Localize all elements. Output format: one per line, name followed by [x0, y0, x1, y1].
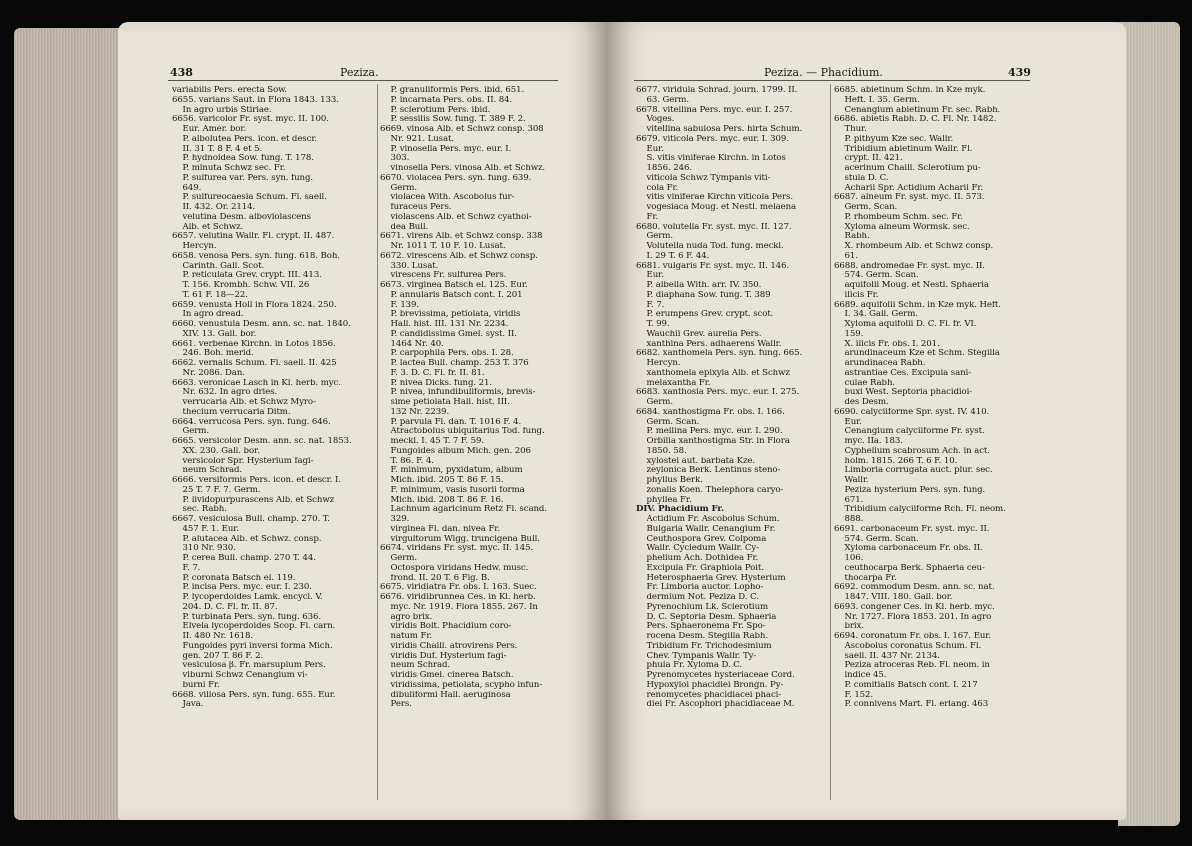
text-line: Heterosphaeria Grev. Hysterium — [636, 573, 786, 583]
text-line: X. rhombeum Alb. et Schwz consp. — [834, 242, 994, 251]
text-line: P. nivea, infundibuliformis, brevis- — [380, 388, 536, 398]
text-line: T. 156. Krombh. Schw. VII. 26 — [172, 281, 310, 290]
text-line: II. 432. Or. 2114. — [172, 203, 256, 212]
text-line: 6671. virens Alb. et Schwz consp. 338 — [380, 232, 543, 242]
text-line: 6681. vulgaris Fr. syst. myc. II. 146. — [636, 261, 790, 271]
text-line: 303. — [380, 154, 410, 164]
text-line: I. 34. Gall. Germ. — [834, 310, 918, 320]
text-line: 888. — [834, 515, 864, 524]
text-line: meckl. I. 45 T. 7 F. 59. — [380, 437, 485, 446]
text-line: agro brix. — [380, 612, 433, 622]
text-line: buxi West. Septoria phacidioi- — [834, 388, 973, 398]
text-line: vogesiaca Moug. et Nestl. melaena — [636, 203, 797, 212]
text-line: Ascobolus coronatus Schum. Fl. — [834, 641, 982, 651]
text-line: aquifolii Moug. et Nestl. Sphaeria — [834, 281, 989, 290]
text-line: 6678. vitellina Pers. myc. eur. I. 257. — [636, 105, 793, 115]
text-line: ilicis Fr. — [834, 290, 879, 300]
text-line: 6666. versiformis Pers. icon. et descr. I. — [172, 476, 341, 485]
text-line: vesiculosa β. Fr. marsupium Pers. — [172, 661, 326, 671]
text-line: 6658. venosa Pers. syn. fung. 618. Boh. — [172, 251, 340, 261]
text-line: neum Schrad. — [380, 661, 451, 671]
text-line: holm. 1815. 266 T. 6 F. 10. — [834, 456, 958, 466]
text-line: S. vitis viniferae Kirchn. in Lotos — [636, 154, 786, 164]
text-line: arundinaceum Kze et Schm. Stegilla — [834, 349, 1000, 359]
text-line: 1850. 58. — [636, 446, 687, 456]
text-line: F. minimum, vasis fusorii forma — [380, 485, 525, 495]
text-line: F. 152. — [834, 690, 874, 700]
text-line: xanthina Pers. adhaerens Wallr. — [636, 339, 782, 349]
text-line: 6674. viridans Fr. syst. myc. II. 145. — [380, 544, 534, 554]
text-line: 6683. xanthosia Pers. myc. eur. I. 275. — [636, 388, 800, 398]
text-line: viticola Schwz Tympanis viti- — [636, 173, 771, 183]
text-line: 6688. andromedae Fr. syst. myc. II. — [834, 261, 985, 271]
text-line: phula Fr. Xyloma D. C. — [636, 661, 743, 671]
text-line: 1856. 246. — [636, 164, 692, 173]
text-line: Orbilia xanthostigma Str. in Flora — [636, 437, 790, 446]
text-line: 6665. versicolor Desm. ann. sc. nat. 1853. — [172, 437, 352, 446]
text-line: brix. — [834, 622, 864, 632]
text-line: XX. 230. Gall. bor. — [172, 446, 260, 456]
text-line: 6668. villosa Pers. syn. fung. 655. Eur. — [172, 690, 336, 700]
text-line: P. parvula Fl. dan. T. 1016 F. 4. — [380, 417, 522, 427]
text-line: 6667. vesiculosa Bull. champ. 270. T. — [172, 515, 330, 524]
text-line: Xyloma carbonaceum Fr. obs. II. — [834, 544, 983, 554]
text-line: burni Fr. — [172, 680, 220, 690]
text-line: thocarpa Fr. — [834, 573, 897, 583]
text-line: Germ. — [172, 427, 209, 437]
text-line: viridis Bolt. Phacidium coro- — [380, 622, 512, 632]
text-line: sec. Rabh. — [172, 505, 227, 515]
text-line: 246. Boh. merid. — [172, 349, 254, 359]
text-line: Nr. 632. In agro dries. — [172, 388, 278, 398]
text-line: Carinth. Gall. Scot. — [172, 261, 265, 271]
text-line: viridissima, petiolata, scypho infun- — [380, 680, 543, 690]
text-line: P. mellina Pers. myc. eur. I. 290. — [636, 427, 783, 437]
text-line: Acharii Spr. Actidium Acharii Fr. — [834, 183, 984, 193]
text-line: indice 45. — [834, 671, 887, 680]
text-line: P. sulfureocaesia Schum. Fl. saell. — [172, 193, 327, 203]
text-line: Elvela lycoperdoides Scop. Fl. carn. — [172, 622, 336, 632]
text-line: P. brevissima, petiolata, viridis — [380, 310, 521, 320]
text-line: Limboria corrugata auct. plur. sec. — [834, 466, 993, 476]
text-line: virgultorum Wigg. truncigena Bull. — [380, 534, 540, 544]
text-line: 6693. congener Ces. in Kl. herb. myc. — [834, 602, 995, 612]
text-line: cola Fr. — [636, 183, 679, 193]
text-line: P. candidissima Gmel. syst. II. — [380, 329, 517, 339]
text-line: P. sulfurea var. Pers. syn. fung. — [172, 173, 314, 183]
text-line: Pyrenomycetes hysteriaceae Cord. — [636, 671, 795, 680]
right-column-1 — [636, 86, 828, 710]
text-line: P. annularis Batsch cont. I. 201 — [380, 290, 523, 300]
text-line: P. incisa Pers. myc. eur. I. 230. — [172, 583, 312, 593]
text-line: xanthomela epixyla Alb. et Schwz — [636, 368, 790, 378]
text-line: P. sclerotium Pers. ibid. — [380, 105, 491, 115]
text-line: Mich. ibid. 208 T. 86 F. 16. — [380, 495, 504, 505]
text-line: 310 Nr. 930. — [172, 544, 236, 554]
text-line: P. diaphana Sow. fung. T. 389 — [636, 290, 771, 300]
text-line: melaxantha Fr. — [636, 378, 711, 388]
text-line: 6691. carbonaceum Fr. syst. myc. II. — [834, 524, 990, 534]
text-line: P. turbinata Pers. syn. fung. 636. — [172, 612, 322, 622]
text-line: F. 139. — [380, 300, 420, 310]
text-line: P. albella With. arr. IV. 350. — [636, 281, 762, 290]
text-line: P. granuliformis Pers. ibid. 651. — [380, 86, 525, 95]
text-line: Lachnum agaricinum Retz Fl. scand. — [380, 505, 547, 515]
text-line: Peziza hysterium Pers. syn. fung. — [834, 485, 986, 495]
text-line: Cenangium calyciiforme Fr. syst. — [834, 427, 985, 437]
text-line: furaceus Pers. — [380, 203, 452, 212]
text-line: 6692. commodum Desm. ann. sc. nat. — [834, 583, 995, 593]
text-line: Eur. — [636, 271, 664, 281]
text-line: 25 T. 7 F. 7. Germ. — [172, 485, 261, 495]
text-line: Eur. — [834, 417, 862, 427]
text-line: dermium Not. Peziza D. C. — [636, 593, 759, 602]
text-line: P. hydnoidea Sow. fung. T. 178. — [172, 154, 314, 164]
text-line: T. 61 F. 18—22. — [172, 290, 248, 300]
text-line: T. 99. — [636, 320, 670, 329]
text-line: Germ. — [380, 554, 417, 563]
text-line: 6661. verbenae Kirchn. in Lotos 1856. — [172, 339, 336, 349]
text-line: Germ. Scan. — [834, 203, 898, 212]
text-line: 6659. venusta Holl in Flora 1824. 250. — [172, 300, 337, 310]
text-line: 6673. virginea Batsch el. 125. Eur. — [380, 281, 528, 290]
left-page — [118, 22, 608, 820]
text-line: Germ. Scan. — [636, 417, 700, 427]
text-line: 574. Germ. Scan. — [834, 534, 919, 544]
text-line: 6684. xanthostigma Fr. obs. I. 166. — [636, 407, 785, 417]
text-line: Pers. Sphaeronema Fr. Spo- — [636, 622, 766, 632]
text-line: violacea With. Ascobolus fur- — [380, 193, 515, 203]
text-line: Germ. — [636, 232, 673, 242]
text-line: Peziza atroceras Reb. Fl. neom. in — [834, 661, 990, 671]
text-line: phyllea Fr. — [636, 495, 692, 505]
text-line: arundinacea Rabh. — [834, 359, 926, 368]
text-line: stula D. C. — [834, 173, 889, 183]
text-line: In agro urbis Stiriae. — [172, 105, 272, 115]
text-line: 6685. abietinum Schm. in Kze myk. — [834, 86, 986, 95]
text-line: X. ilicis Fr. obs. I. 201. — [834, 339, 940, 349]
text-line: Nr. 1011 T. 10 F. 10. Lusat. — [380, 242, 506, 251]
text-line: Fr. — [636, 212, 659, 222]
text-line: Hypoxyloi phacidiei Brongn. Py- — [636, 680, 784, 690]
text-line: Wallr. — [834, 476, 869, 485]
text-line: Pyrenochium Lk. Sclerotium — [636, 602, 769, 612]
text-line: dea Bull. — [380, 222, 429, 232]
text-line: 6669. vinosa Alb. et Schwz consp. 308 — [380, 125, 544, 134]
text-line: phelium Ach. Dothidea Fr. — [636, 554, 759, 563]
text-line: P. alutacea Alb. et Schwz. consp. — [172, 534, 322, 544]
text-line: D. C. Septoria Desm. Sphaeria — [636, 612, 777, 622]
text-line: II. 480 Nr. 1618. — [172, 632, 253, 641]
text-line: 457 F. 1. Eur. — [172, 524, 239, 534]
page-stack-left-edge — [14, 28, 126, 820]
right-page — [606, 22, 1126, 820]
text-line: des Desm. — [834, 398, 889, 407]
text-line: DIV. Phacidium Fr. — [636, 505, 724, 515]
text-line: 6680. volutella Fr. syst. myc. II. 127. — [636, 222, 792, 232]
text-line: viridis Chaill. atrovirens Pers. — [380, 641, 518, 651]
text-line: frond. II. 20 T. 6 Fig. B. — [380, 573, 490, 583]
text-line: P. pithyum Kze sec. Wallr. — [834, 134, 954, 144]
text-line: In agro dread. — [172, 310, 244, 320]
text-line: 6660. venustula Desm. ann. sc. nat. 1840. — [172, 320, 351, 329]
text-line: 1464 Nr. 40. — [380, 339, 444, 349]
text-line: 649. — [172, 183, 202, 193]
text-line: Fungoides pyri inversi forma Mich. — [172, 641, 333, 651]
text-line: vitis viniferae Kirchn viticola Pers. — [636, 193, 793, 203]
text-line: Nr. 2086. Dan. — [172, 368, 245, 378]
text-line: Octospora viridans Hedw. musc. — [380, 563, 529, 573]
text-line: 6672. virescens Alb. et Schwz consp. — [380, 251, 538, 261]
text-line: myc. Nr. 1919. Flora 1855. 267. In — [380, 602, 538, 612]
text-line: myc. IIa. 183. — [834, 437, 903, 446]
left-running-head: Peziza. — [340, 66, 379, 79]
text-line: velutina Desm. alboviolascens — [172, 212, 311, 222]
text-line: 6690. calyciiforme Spr. syst. IV. 410. — [834, 407, 990, 417]
text-line: 6679. viticola Pers. myc. eur. I. 309. — [636, 134, 789, 144]
text-line: virescens Fr. sulfurea Pers. — [380, 271, 507, 281]
text-line: Eur. — [636, 144, 664, 154]
text-line: Nr. 921. Lusat. — [380, 134, 454, 144]
text-line: Hercyn. — [172, 242, 217, 251]
text-line: Xyloma alneum Wormsk. sec. — [834, 222, 970, 232]
text-line: 6656. varicolor Fr. syst. myc. II. 100. — [172, 115, 329, 125]
text-line: viburni Schwz Cenangium vi- — [172, 671, 308, 680]
right-column-2 — [834, 86, 1034, 710]
text-line: variabilis Pers. erecta Sow. — [172, 86, 288, 95]
text-line: sime petiolata Hall. hist. III. — [380, 398, 510, 407]
text-line: Ceuthospora Grev. Colpoma — [636, 534, 767, 544]
text-line: 6682. xanthomela Pers. syn. fung. 665. — [636, 349, 803, 359]
text-line: gen. 207 T. 86 F. 2. — [172, 651, 264, 661]
text-line: F. 3. D. C. Fl. fr. II. 81. — [380, 368, 485, 378]
text-line: culae Rabh. — [834, 378, 896, 388]
text-line: 6694. coronatum Fr. obs. I. 167. Eur. — [834, 632, 991, 641]
text-line: Germ. — [380, 183, 417, 193]
text-line: 574. Germ. Scan. — [834, 271, 919, 281]
text-line: viridis Duf. Hysterium fagi- — [380, 651, 507, 661]
right-page-number: 439 — [1008, 66, 1031, 79]
left-page-number: 438 — [170, 66, 193, 79]
text-line: Nr. 1727. Flora 1853. 201. In agro — [834, 612, 992, 622]
text-line: I. 29 T. 6 F. 44. — [636, 251, 710, 261]
text-line: zonalis Koen. Thelephora caryo- — [636, 485, 784, 495]
text-line: Eur. Amer. bor. — [172, 125, 247, 134]
text-line: 6662. vernalis Schum. Fl. saell. II. 425 — [172, 359, 337, 368]
text-line: P. lycoperdoides Lamk. encycl. V. — [172, 593, 323, 602]
text-line: Pers. — [380, 700, 412, 710]
text-line: P. coronata Batsch el. 119. — [172, 573, 296, 583]
text-line: dibuliformi Hall. aeruginosa — [380, 690, 511, 700]
text-line: Tribidium calyciiforme Rch. Fl. neom. — [834, 505, 1006, 515]
text-line: II. 31 T. 8 F. 4 et 5. — [172, 144, 263, 154]
text-line: P. minuta Schwz sec. Fr. — [172, 164, 286, 173]
text-line: violascens Alb. et Schwz cyathoi- — [380, 212, 532, 222]
text-line: P. nivea Dicks. fung. 21. — [380, 378, 493, 388]
text-line: 1847. VIII. 180. Gall. bor. — [834, 593, 953, 602]
right-running-head: Peziza. — Phacidium. — [764, 66, 883, 79]
text-line: P. comitialis Batsch cont. I. 217 — [834, 680, 978, 690]
text-line: 6663. veronicae Lasch in Kl. herb. myc. — [172, 378, 341, 388]
text-line: 6687. alneum Fr. syst. myc. II. 573. — [834, 193, 985, 203]
text-line: F. 7. — [636, 300, 665, 310]
text-line: Atractobolus ubiquitarius Tod. fung. — [380, 427, 545, 437]
left-column-1 — [172, 86, 374, 710]
text-line: P. lividopurpurascens Alb. et Schwz — [172, 495, 335, 505]
text-line: Volutella nuda Tod. fung. meckl. — [636, 242, 784, 251]
right-column-divider — [830, 84, 831, 800]
text-line: acerinum Chaill. Sclerotium pu- — [834, 164, 981, 173]
text-line: Hercyn. — [636, 359, 681, 368]
text-line: Wallr. Cycledum Wallr. Cy- — [636, 544, 759, 554]
text-line: 63. Germ. — [636, 95, 689, 105]
text-line: astrantiae Ces. Excipula sani- — [834, 368, 971, 378]
text-line: P. vinosella Pers. myc. eur. I. — [380, 144, 512, 154]
text-line: xylostei aut. barbata Kze. — [636, 456, 755, 466]
text-line: vinosella Pers. vinosa Alb. et Schwz. — [380, 164, 546, 173]
right-head-rule — [634, 80, 1030, 81]
text-line: P. rhombeum Schm. sec. Fr. — [834, 212, 963, 222]
text-line: 6677. viridula Schrad. journ. 1799. II. — [636, 86, 798, 95]
text-line: renomycetes phacidiacei phaci- — [636, 690, 782, 700]
text-line: zeylonica Berk. Lentinus steno- — [636, 466, 781, 476]
text-line: Xyloma aquifolii D. C. Fl. fr. VI. — [834, 320, 977, 329]
text-line: Voges. — [636, 115, 675, 125]
text-line: 61. — [834, 251, 858, 261]
text-line: 6655. varians Saut. in Flora 1843. 133. — [172, 95, 339, 105]
text-line: F. minimum, pyxidatum, album — [380, 466, 523, 476]
text-line: 159. — [834, 329, 864, 339]
text-line: diei Fr. Ascophori phacidiaceae M. — [636, 700, 795, 710]
text-line: thecium verrucaria Ditm. — [172, 407, 291, 417]
text-line: P. incarnata Pers. obs. II. 84. — [380, 95, 513, 105]
text-line: vitellina sabulosa Pers. hirta Schum. — [636, 125, 803, 134]
text-line: 671. — [834, 495, 864, 505]
text-line: neum Schrad. — [172, 466, 243, 476]
text-line: ceuthocarpa Berk. Sphaeria ceu- — [834, 563, 985, 573]
left-column-divider — [377, 84, 378, 800]
text-line: Germ. — [636, 398, 673, 407]
text-line: Tribidium abietinum Wallr. Fl. — [834, 144, 973, 154]
text-line: Actidium Fr. Ascobolus Schum. — [636, 515, 780, 524]
text-line: Bulgaria Wallr. Cenangium Fr. — [636, 524, 776, 534]
text-line: T. 86. F. 4. — [380, 456, 434, 466]
left-head-rule — [168, 80, 558, 81]
text-line: natum Fr. — [380, 632, 433, 641]
text-line: P. cerea Bull. champ. 270 T. 44. — [172, 554, 316, 563]
text-line: P. sessilis Sow. fung. T. 389 F. 2. — [380, 115, 526, 125]
text-line: 330. Lusat. — [380, 261, 439, 271]
text-line: Cyphelium scabrosum Ach. in act. — [834, 446, 990, 456]
text-line: rocena Desm. Stegilla Rabh. — [636, 632, 768, 641]
page-stack-right-edge — [1118, 22, 1180, 826]
text-line: XIV. 13. Gall. bor. — [172, 329, 257, 339]
text-line: P. lactea Bull. champ. 253 T. 376 — [380, 359, 529, 368]
text-line: Tribidium Fr. Trichodesmium — [636, 641, 772, 651]
text-line: 329. — [380, 515, 410, 524]
text-line: Cenangium abietinum Fr. sec. Rabh. — [834, 105, 1001, 115]
text-line: F. 7. — [172, 563, 201, 573]
text-line: 6686. abietis Rabh. D. C. Fl. Nr. 1482. — [834, 115, 997, 125]
text-line: Excipula Fr. Graphiola Poit. — [636, 563, 764, 573]
text-line: saell. II. 437 Nr. 2134. — [834, 651, 940, 661]
text-line: virginea Fl. dan. nivea Fr. — [380, 524, 500, 534]
text-line: Hall. hist. III. 131 Nr. 2234. — [380, 320, 509, 329]
text-line: Alb. et Schwz. — [172, 222, 244, 232]
text-line: 6676. viridibrunnea Ces. in Kl. herb. — [380, 593, 536, 602]
text-line: 204. D. C. Fl. fr. II. 87. — [172, 602, 278, 612]
text-line: 6657. velutina Wallr. Fl. crypt. II. 487. — [172, 232, 335, 242]
text-line: Fungoides album Mich. gen. 206 — [380, 446, 531, 456]
text-line: 6670. violacea Pers. syn. fung. 639. — [380, 173, 532, 183]
text-line: 106. — [834, 554, 864, 563]
text-line: 6675. viridiatra Fr. obs. I. 163. Suec. — [380, 583, 537, 593]
text-line: crypt. II. 421. — [834, 154, 903, 164]
text-line: P. connivens Mart. Fl. erlang. 463 — [834, 700, 989, 710]
text-line: Java. — [172, 700, 204, 710]
text-line: 6664. verrucosa Pers. syn. fung. 646. — [172, 417, 331, 427]
text-line: verrucaria Alb. et Schwz Myro- — [172, 398, 316, 407]
text-line: Heft. I. 35. Germ. — [834, 95, 920, 105]
text-line: phyllus Berk. — [636, 476, 703, 485]
left-column-2 — [380, 86, 580, 710]
text-line: 132 Nr. 2239. — [380, 407, 450, 417]
text-line: Rabh. — [834, 232, 870, 242]
text-line: viridis Gmel. cinerea Batsch. — [380, 671, 514, 680]
text-line: Wauchii Grev. aurelia Pers. — [636, 329, 762, 339]
text-line: Mich. ibid. 205 T. 86 F. 15. — [380, 476, 504, 485]
text-line: versicolor Spr. Hysterium fagi- — [172, 456, 314, 466]
text-line: Fr. Limboria auctor. Lopho- — [636, 583, 764, 593]
text-line: 6689. aquifolii Schm. in Kze myk. Heft. — [834, 300, 1001, 310]
text-line: P. carpophila Pers. obs. I. 28. — [380, 349, 514, 359]
text-line: P. erumpens Grev. crypt. scot. — [636, 310, 774, 320]
text-line: Thur. — [834, 125, 867, 134]
text-line: P. reticulata Grev. crypt. III. 413. — [172, 271, 322, 281]
text-line: Chev. Tympanis Wallr. Ty- — [636, 651, 757, 661]
text-line: P. albolutea Pers. icon. et descr. — [172, 134, 318, 144]
